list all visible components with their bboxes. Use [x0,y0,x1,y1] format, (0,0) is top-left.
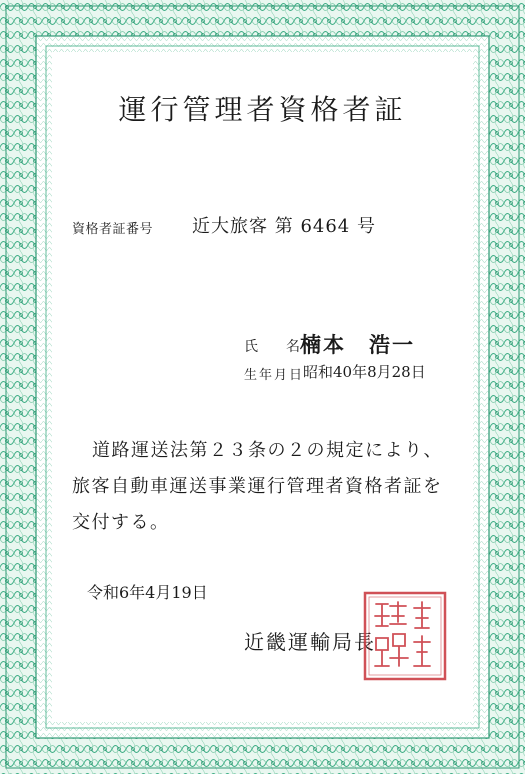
name-label: 氏 名 [244,339,300,355]
official-seal-stamp [362,590,448,682]
birthdate-label: 生年月日 [244,368,305,383]
certificate-title: 運行管理者資格者証 [118,93,407,126]
body-text-line: 交付する。 [72,512,170,533]
holder-name: 楠本 浩一 [300,332,415,357]
certificate-number-label: 資格者証番号 [72,222,154,237]
birthdate-value: 昭和40年8月28日 [303,363,426,381]
issuer-name: 近畿運輸局長 [244,630,376,654]
issue-date: 令和6年4月19日 [87,583,208,602]
certificate-number-value: 近大旅客 第 6464 号 [192,216,376,237]
body-text-line: 旅客自動車運送事業運行管理者資格者証を [72,476,443,497]
body-text-line: 道路運送法第２３条の２の規定により、 [92,440,443,461]
